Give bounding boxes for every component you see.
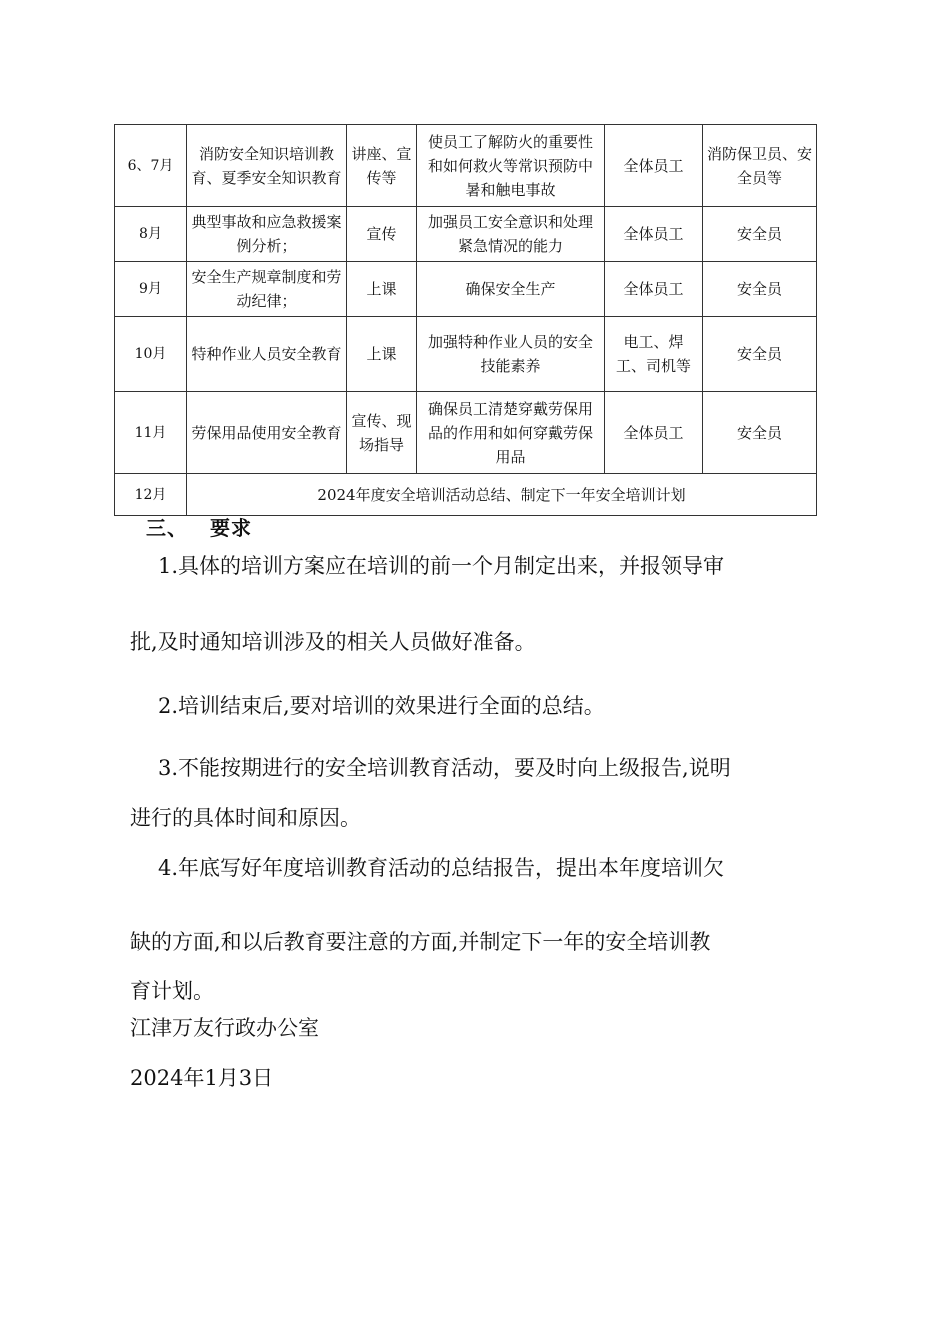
table-row [115, 262, 817, 317]
responsible-cell: 安全员 [703, 207, 817, 262]
topic-cell: 特种作业人员安全教育 [187, 317, 347, 392]
audience-cell: 全体员工 [605, 125, 703, 207]
requirement-line: 批,及时通知培训涉及的相关人员做好准备。 [130, 630, 536, 654]
method-cell: 宣传、现场指导 [347, 392, 417, 474]
audience-cell: 电工、焊工、司机等 [605, 317, 703, 392]
responsible-cell: 消防保卫员、安全员等 [703, 125, 817, 207]
table-row [115, 125, 817, 207]
requirement-line: 4.年底写好年度培训教育活动的总结报告，提出本年度培训欠 [158, 856, 725, 880]
month-cell: 10月 [115, 317, 187, 392]
month-cell: 12月 [115, 474, 187, 516]
month-cell: 9月 [115, 262, 187, 317]
section-heading [146, 512, 252, 541]
requirement-line: 缺的方面,和以后教育要注意的方面,并制定下一年的安全培训教 [130, 930, 711, 954]
requirement-line: 3.不能按期进行的安全培训教育活动，要及时向上级报告,说明 [158, 756, 731, 780]
topic-cell: 消防安全知识培训教育、夏季安全知识教育 [187, 125, 347, 207]
purpose-cell: 使员工了解防火的重要性和如何救火等常识预防中暑和触电事故 [417, 125, 605, 207]
requirement-line: 1.具体的培训方案应在培训的前一个月制定出来，并报领导审 [158, 554, 725, 578]
method-cell: 上课 [347, 317, 417, 392]
audience-cell: 全体员工 [605, 262, 703, 317]
table-row-summary [115, 474, 817, 516]
table-row [115, 207, 817, 262]
responsible-cell: 安全员 [703, 262, 817, 317]
topic-cell: 劳保用品使用安全教育 [187, 392, 347, 474]
audience-cell: 全体员工 [605, 207, 703, 262]
training-schedule-table [114, 124, 817, 516]
requirement-line: 进行的具体时间和原因。 [130, 806, 361, 830]
month-cell: 11月 [115, 392, 187, 474]
section-title: 要求 [210, 516, 252, 540]
purpose-cell: 确保安全生产 [417, 262, 605, 317]
method-cell: 上课 [347, 262, 417, 317]
requirement-line: 育计划。 [130, 979, 214, 1003]
responsible-cell: 安全员 [703, 392, 817, 474]
responsible-cell: 安全员 [703, 317, 817, 392]
section-number: 三、 [146, 516, 188, 540]
method-cell: 讲座、宣传等 [347, 125, 417, 207]
table-row [115, 392, 817, 474]
purpose-cell: 加强特种作业人员的安全技能素养 [417, 317, 605, 392]
purpose-cell: 加强员工安全意识和处理紧急情况的能力 [417, 207, 605, 262]
purpose-cell: 确保员工清楚穿戴劳保用品的作用和如何穿戴劳保用品 [417, 392, 605, 474]
month-cell: 6、7月 [115, 125, 187, 207]
topic-cell: 典型事故和应急救援案例分析； [187, 207, 347, 262]
topic-cell: 安全生产规章制度和劳动纪律； [187, 262, 347, 317]
signature-date: 2024年1月3日 [130, 1066, 274, 1090]
requirement-line: 2.培训结束后,要对培训的效果进行全面的总结。 [158, 694, 605, 718]
summary-cell: 2024年度安全培训活动总结、制定下一年安全培训计划 [187, 474, 817, 516]
signature-organization: 江津万友行政办公室 [130, 1016, 319, 1040]
method-cell: 宣传 [347, 207, 417, 262]
table-row [115, 317, 817, 392]
audience-cell: 全体员工 [605, 392, 703, 474]
month-cell: 8月 [115, 207, 187, 262]
